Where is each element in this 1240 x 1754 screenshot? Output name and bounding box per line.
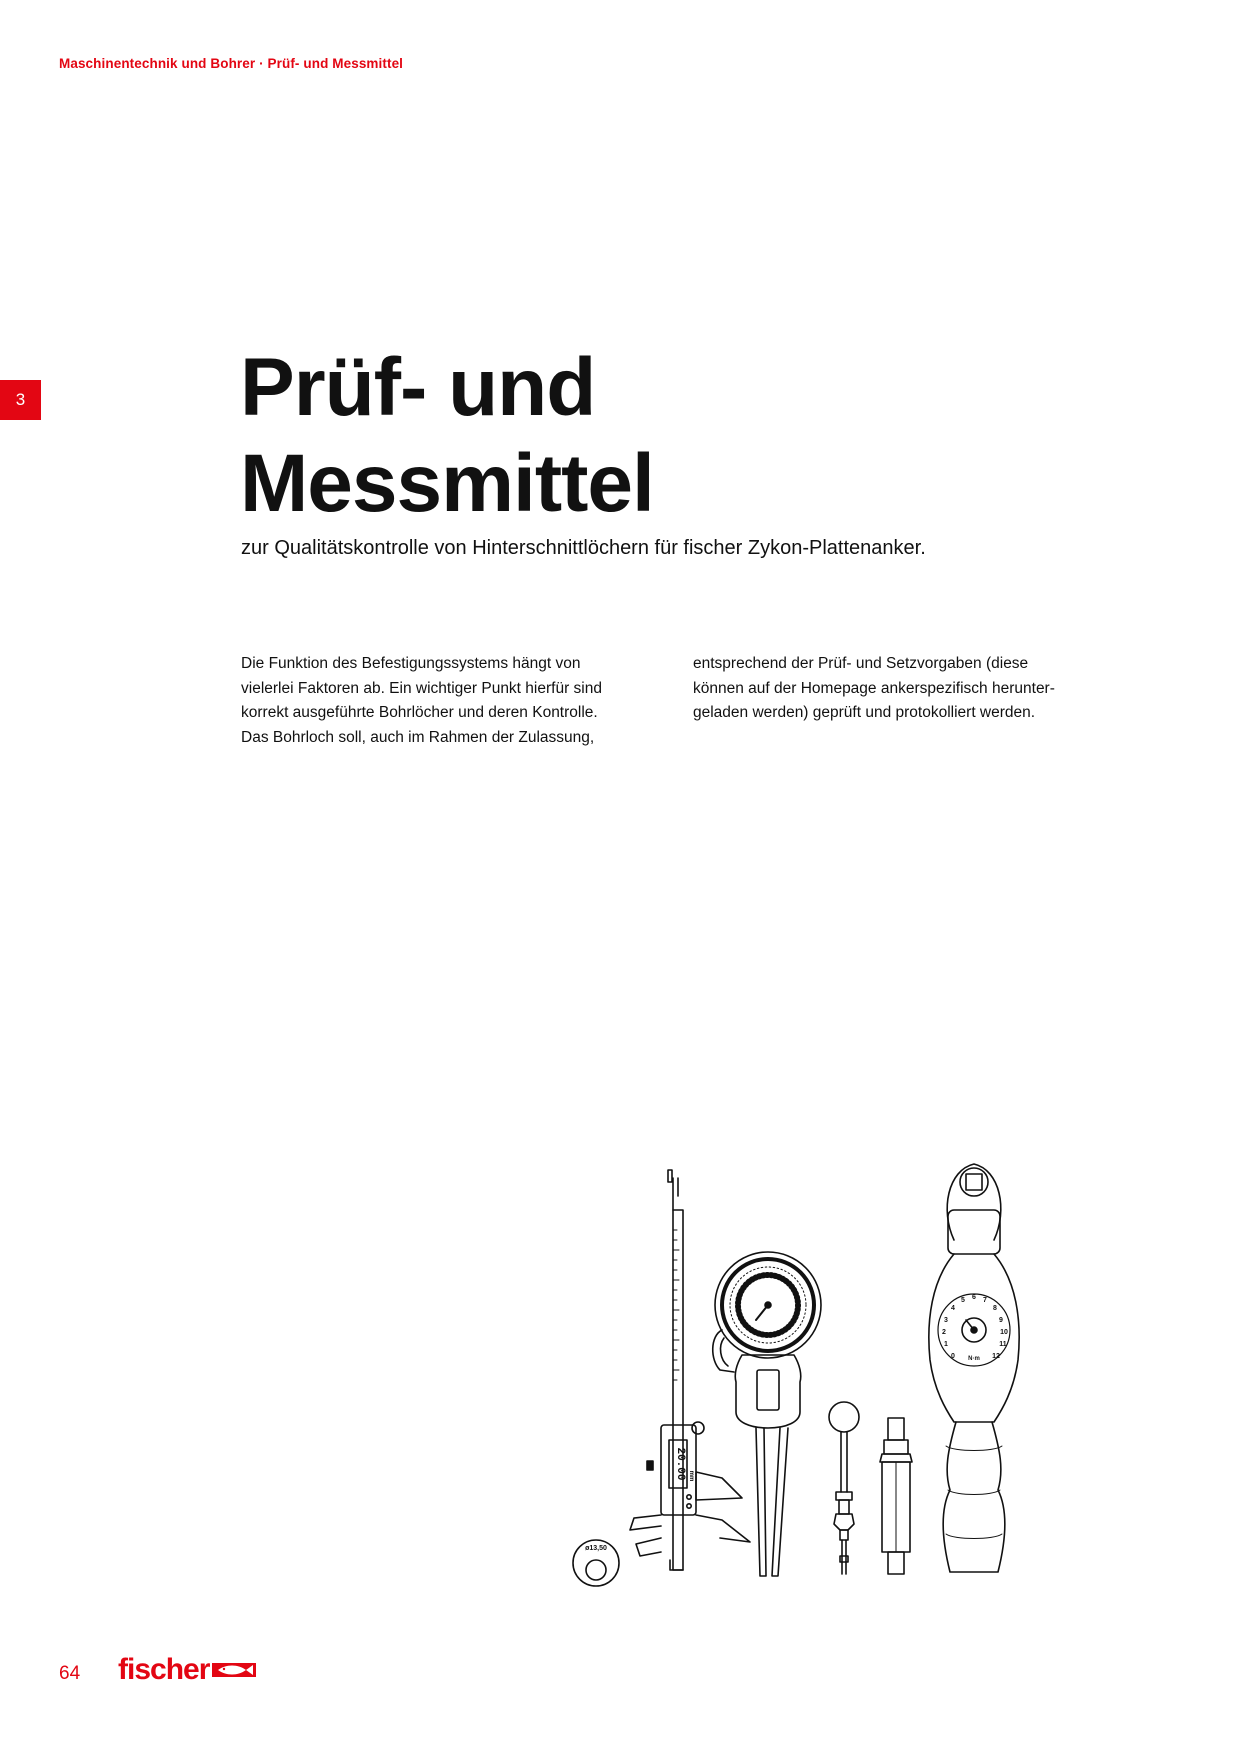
body-line: geladen werden) geprüft und protokolliert werden.: [693, 704, 1036, 721]
body-line: Das Bohrloch soll, auch im Rahmen der Zulassung,: [241, 728, 595, 746]
page-subtitle: zur Qualitätskontrolle von Hinterschnittlöchern für fischer Zykon-Plattenanker.: [241, 537, 926, 559]
page-title-line-1: Prüf- und: [240, 342, 596, 433]
torque-scale-label: 8: [993, 1305, 997, 1312]
torque-scale-label: 10: [1000, 1329, 1008, 1336]
body-column-1: [241, 652, 671, 750]
torque-scale-label: 6: [972, 1294, 976, 1301]
logo-wordmark: fischer: [118, 1653, 210, 1686]
digital-caliper-icon: [630, 1170, 750, 1570]
ring-gauge-icon: [573, 1540, 619, 1586]
body-line: können auf der Homepage ankerspezifisch herunter-: [693, 679, 1055, 697]
breadcrumb: Maschinentechnik und Bohrer · Prüf- und Messmittel: [59, 56, 404, 71]
setting-tool-icon: [880, 1418, 912, 1574]
dial-bore-gauge-icon: [713, 1252, 821, 1576]
body-column-2: [693, 652, 1123, 726]
torque-scale-label: 3: [944, 1317, 948, 1324]
body-line: Die Funktion des Befestigungssystems hängt von: [241, 655, 581, 672]
torque-wrench-icon: [929, 1164, 1019, 1572]
caliper-display: 20.00: [674, 1447, 686, 1481]
torque-scale-label: 5: [961, 1297, 965, 1304]
fish-logo-icon: [212, 1661, 256, 1679]
ring-gauge-label: ø13,50: [585, 1545, 607, 1552]
chapter-tab[interactable]: 3: [0, 380, 41, 420]
body-line: vielerlei Faktoren ab. Ein wichtiger Punkt hierfür sind: [241, 679, 602, 697]
torque-scale-label: 4: [951, 1305, 955, 1312]
torque-scale-label: 7: [983, 1297, 987, 1304]
torque-scale-label: 9: [999, 1317, 1003, 1324]
page-title: [240, 340, 654, 532]
page-title-line-2: Messmittel: [240, 438, 654, 529]
torque-unit: N·m: [968, 1356, 980, 1362]
page-number: 64: [59, 1663, 81, 1684]
body-line: entsprechend der Prüf- und Setzvorgaben (diese: [693, 655, 1029, 672]
torque-scale-label: 2: [942, 1329, 946, 1336]
ball-gauge-icon: [829, 1402, 859, 1574]
torque-scale-label: 1: [944, 1341, 948, 1348]
torque-scale-label: 11: [999, 1341, 1007, 1348]
measuring-tools-illustration: [560, 1160, 1060, 1600]
body-line: korrekt ausgeführte Bohrlöcher und deren Kontrolle.: [241, 704, 598, 721]
caliper-unit: mm: [688, 1470, 694, 1482]
torque-scale-label: 0: [951, 1353, 955, 1360]
fischer-logo: [118, 1653, 256, 1687]
torque-scale-label: 12: [992, 1353, 1000, 1360]
